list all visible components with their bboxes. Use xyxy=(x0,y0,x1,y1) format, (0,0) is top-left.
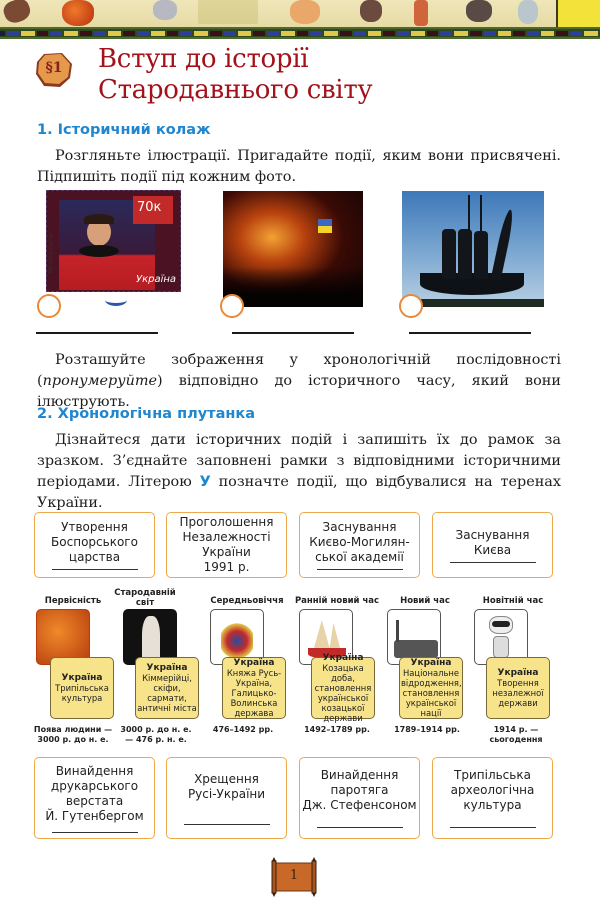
ukraine-label: Україна xyxy=(497,668,539,678)
event-line: верстата xyxy=(65,793,124,808)
period-label-middle-ages: Середньовіччя xyxy=(210,596,284,606)
period-card-ancient-world[interactable] xyxy=(135,657,199,719)
event-line: Києво-Могилян- xyxy=(309,535,410,549)
period-dates-prehistory: Поява людини — 3000 р. до н. е. xyxy=(33,725,113,744)
event-box-kyiv-mohyla-academy[interactable] xyxy=(299,512,420,578)
page-number: 1 xyxy=(289,868,299,883)
task-text-italic: пронумеруйте xyxy=(42,373,158,389)
event-date: 1991 р. xyxy=(203,560,250,574)
period-card-contemporary[interactable] xyxy=(486,657,550,719)
event-line: археологічна xyxy=(450,783,535,797)
event-line: паротяга xyxy=(330,783,389,797)
artifact-axe xyxy=(360,0,382,22)
intro-text-before: Дізнайтеся дати історичних подій і запишіть їх до рамок за зразком. З’єднайте заповнені рамки з відповідними історичними періодами. Літерою xyxy=(37,432,561,490)
date-blank-line[interactable] xyxy=(52,569,138,570)
event-box-founding-of-kyiv[interactable] xyxy=(432,512,553,578)
photo-stamp-cosmonaut xyxy=(39,190,184,315)
section-2-title: 2. Хронологічна плутанка xyxy=(37,406,256,422)
event-box-baptism-of-rus[interactable] xyxy=(166,757,287,839)
ukraine-letter-marker: У xyxy=(199,474,211,490)
photo-1-answer-line[interactable] xyxy=(36,332,158,334)
event-line: друкарського xyxy=(50,778,139,793)
period-dates-contemporary: 1914 р. — сьогодення xyxy=(489,725,543,744)
photo-maidan-protest xyxy=(223,191,363,307)
date-blank-line[interactable] xyxy=(450,827,536,828)
event-box-stephenson-locomotive[interactable] xyxy=(299,757,420,839)
artifact-vase xyxy=(62,0,94,26)
page-title xyxy=(98,44,372,106)
artifact-idol xyxy=(290,0,320,24)
period-dates-middle-ages: 476–1492 рр. xyxy=(212,725,274,734)
event-line: Дж. Стефенсоном xyxy=(302,798,417,812)
period-desc: Кіммерійці, скіфи, сармати, античні міста xyxy=(137,673,197,713)
photo-1-number-circle[interactable] xyxy=(37,294,61,318)
ukraine-label: Україна xyxy=(322,653,364,663)
event-line: Києва xyxy=(473,542,512,557)
period-dates-modern: 1789–1914 рр. xyxy=(394,725,460,734)
section-1-intro-text: Розгляньте ілюстрації. Пригадайте події, яким вони присвячені. Підпишіть події під кожним фото. xyxy=(37,148,561,185)
ukraine-label: Україна xyxy=(233,658,275,668)
artifact-stone-1 xyxy=(1,0,33,26)
stamp-side-text: ПК «Укрпошта» xyxy=(48,232,55,274)
event-line: царства xyxy=(68,550,121,564)
section-1-task xyxy=(37,350,561,413)
event-box-bosporan-kingdom[interactable] xyxy=(34,512,155,578)
event-line: Хрещення xyxy=(194,771,259,786)
section-1-title: 1. Історичний колаж xyxy=(37,122,211,138)
decorative-stripe xyxy=(0,27,600,39)
ukraine-label: Україна xyxy=(146,663,188,673)
period-card-prehistory[interactable] xyxy=(50,657,114,719)
period-dates-early-modern: 1492–1789 рр. xyxy=(304,725,370,734)
photo-2-number-circle[interactable] xyxy=(220,294,244,318)
event-line: Заснування xyxy=(322,520,397,534)
event-line: Русі-України xyxy=(187,786,266,801)
event-line: культура xyxy=(463,798,522,812)
ukraine-flag-icon xyxy=(318,219,332,233)
period-dates-ancient-world: 3000 р. до н. е. — 476 р. н. е. xyxy=(120,725,192,744)
period-desc: Національне відродження, становлення української нації xyxy=(401,668,462,718)
ukraine-label: Україна xyxy=(410,658,452,668)
date-blank-line[interactable] xyxy=(52,832,138,833)
event-line: Утворення xyxy=(61,520,128,534)
period-card-early-modern[interactable] xyxy=(311,653,375,723)
event-line: Незалежності xyxy=(182,530,271,544)
event-box-trypillia-culture[interactable] xyxy=(432,757,553,839)
photo-3-number-circle[interactable] xyxy=(399,294,423,318)
artifact-banner xyxy=(0,0,600,27)
page-title-line-1: Вступ до історії xyxy=(98,44,309,74)
section-1-intro xyxy=(37,146,561,188)
date-blank-line[interactable] xyxy=(450,562,536,563)
artifact-flint xyxy=(466,0,492,22)
period-label-early-modern: Ранній новий час xyxy=(294,596,380,606)
date-blank-line[interactable] xyxy=(317,827,403,828)
period-label-ancient-world: Стародавній світ xyxy=(114,588,176,608)
section-2-intro xyxy=(37,430,561,514)
period-label-modern: Новий час xyxy=(400,596,450,606)
banner-yellow-block xyxy=(556,0,600,27)
event-box-gutenberg-press[interactable] xyxy=(34,757,155,839)
period-desc: Творення незалежної держави xyxy=(492,678,544,708)
period-desc: Княжа Русь-Україна, Галицько-Волинська держава xyxy=(226,668,282,718)
event-line: Проголошення xyxy=(179,515,274,529)
event-line: Трипільська xyxy=(454,768,531,782)
task-text-after: ) відповідно до історичного часу, який вони ілюструють. xyxy=(37,373,561,410)
event-line: Винайдення xyxy=(55,763,134,778)
page-title-line-2: Стародавнього світу xyxy=(98,75,373,105)
period-card-modern[interactable] xyxy=(399,657,463,719)
event-line: Й. Гутенбергом xyxy=(45,808,144,823)
ukrposhta-logo-icon xyxy=(105,294,127,306)
stamp-country: Україна xyxy=(136,274,177,285)
date-blank-line[interactable] xyxy=(317,569,403,570)
event-line: Винайдення xyxy=(320,768,399,782)
artifact-temple xyxy=(198,0,258,24)
period-label-prehistory: Первісність xyxy=(44,596,102,606)
photo-3-answer-line[interactable] xyxy=(409,332,531,334)
intro-text-after: позначте події, що відбувалися на теренах України. xyxy=(37,474,561,511)
event-box-independence-1991[interactable] xyxy=(166,512,287,578)
ukraine-label: Україна xyxy=(61,673,103,683)
task-text-before: Розташуйте зображення у хронологічній послідовності ( xyxy=(37,352,561,389)
stamp-value: 70к xyxy=(137,200,162,215)
artifact-shard xyxy=(153,0,177,20)
artifact-bone xyxy=(518,0,538,24)
period-card-middle-ages[interactable] xyxy=(222,657,286,719)
event-line: Заснування xyxy=(455,527,530,542)
photo-2-answer-line[interactable] xyxy=(232,332,354,334)
photo-kyiv-founders-monument xyxy=(402,191,544,307)
event-line: Боспорського xyxy=(51,535,138,549)
period-label-contemporary: Новітній час xyxy=(482,596,544,606)
artifact-vessel xyxy=(414,0,428,26)
event-line: України xyxy=(202,545,251,559)
period-desc: Козацька доба, становлення української козацької держави xyxy=(314,663,372,723)
paragraph-badge-label: §1 xyxy=(45,60,63,76)
event-line: ської академії xyxy=(315,550,404,564)
date-blank-line[interactable] xyxy=(184,824,270,825)
period-desc: Трипільська культура xyxy=(55,683,109,703)
